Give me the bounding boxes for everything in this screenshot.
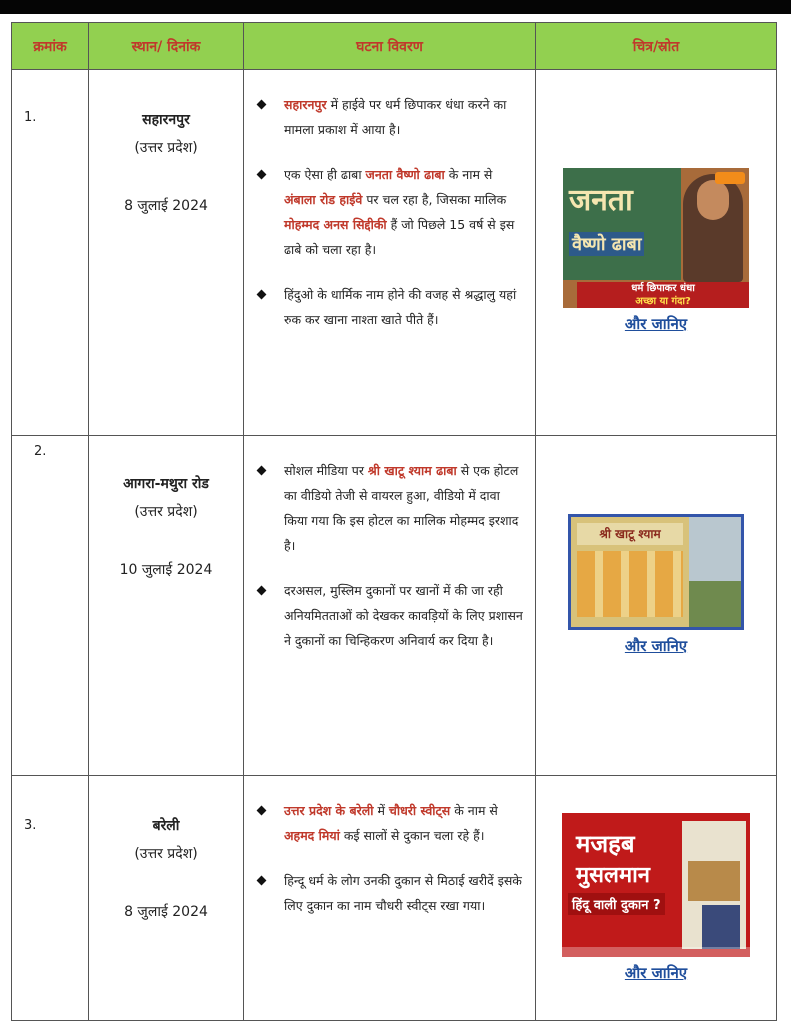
highlight-text: श्री खाटू श्याम ढाबा	[367, 463, 457, 478]
header-serial: क्रमांक	[12, 23, 89, 70]
board-pictures	[577, 551, 683, 617]
detail-text: एक ऐसा ही ढाबा	[284, 167, 366, 182]
city: सहारनपुर	[142, 112, 190, 128]
detail-text: हैं जो पिछले 15 वर्ष से इस ढाबे को चला रहा है।	[284, 217, 515, 257]
diamond-bullet-icon	[257, 466, 267, 476]
detail-text: हिन्दू धर्म के लोग उनकी दुकान से मिठाई खरीदें इसके लिए दुकान का नाम चौधरी स्वीट्स रखा गया।	[284, 873, 522, 913]
thumb-bottom-bar	[562, 947, 750, 957]
thumb-text: मजहब	[576, 830, 635, 858]
detail-text: में	[373, 803, 389, 818]
header-row	[12, 23, 777, 70]
news-thumbnail[interactable]	[563, 168, 749, 308]
detail-bullet	[254, 282, 525, 332]
row-number: 3.	[12, 776, 89, 1021]
thumb-text: हिंदू वाली दुकान ?	[568, 893, 665, 915]
state: (उत्तर प्रदेश)	[134, 504, 198, 520]
table-row	[12, 70, 777, 436]
diamond-bullet-icon	[257, 290, 267, 300]
header-details: घटना विवरण	[244, 23, 536, 70]
detail-bullet	[254, 868, 525, 918]
news-thumbnail[interactable]	[562, 813, 750, 957]
highlight-text: जनता वैष्णो ढाबा	[365, 167, 445, 182]
diamond-bullet-icon	[257, 876, 267, 886]
detail-bullet	[254, 92, 525, 142]
shop-counter	[688, 861, 740, 901]
highlight-text: सहारनपुर	[284, 97, 327, 112]
city: बरेली	[152, 818, 180, 834]
top-black-bar	[0, 0, 791, 14]
source-cell	[536, 776, 777, 1021]
detail-text: हिंदुओ के धार्मिक नाम होने की वजह से श्रद्धालु यहां रुक कर खाना नाश्ता खाते पीते हैं।	[284, 287, 517, 327]
face-shape	[697, 180, 729, 220]
details-cell	[244, 436, 536, 776]
grass-area	[689, 581, 741, 627]
highlight-text: अहमद मियां	[284, 828, 340, 843]
details-cell	[244, 776, 536, 1021]
highlight-text: मोहम्मद अनस सिद्दीकी	[284, 217, 387, 232]
detail-bullet	[254, 798, 525, 848]
state: (उत्तर प्रदेश)	[134, 846, 198, 862]
highlight-text: उत्तर प्रदेश के बरेली	[284, 803, 374, 818]
place-date-cell	[89, 436, 244, 776]
header-place-date: स्थान/ दिनांक	[89, 23, 244, 70]
detail-bullet	[254, 578, 525, 653]
diamond-bullet-icon	[257, 586, 267, 596]
place-date-cell	[89, 70, 244, 436]
thumb-text: जनता	[569, 183, 633, 218]
detail-text: से एक होटल का वीडियो तेजी से वायरल हुआ, वीडियो में दावा किया गया कि इस होटल का मालिक मोहम्मद इरशाद है।	[284, 463, 519, 553]
state: (उत्तर प्रदेश)	[134, 140, 198, 156]
row-number: 1.	[12, 70, 89, 436]
table-row	[12, 436, 777, 776]
detail-text: दरअसल, मुस्लिम दुकानों पर खानों में की जा रही अनियमितताओं को देखकर कावड़ियों के लिए प्रशासन ने दुकानों का चिन्हिकरण अनिवार्य कर दिया है।	[284, 583, 523, 648]
detail-bullet	[254, 458, 525, 558]
know-more-link[interactable]: और जानिए	[624, 315, 688, 333]
detail-text: पर चल रहा है, जिसका मालिक	[362, 192, 507, 207]
detail-text: के नाम से	[444, 167, 493, 182]
date: 8 जुलाई 2024	[124, 904, 208, 920]
dhaba-sign	[563, 168, 681, 280]
date: 8 जुलाई 2024	[124, 198, 208, 214]
diamond-bullet-icon	[257, 806, 267, 816]
diamond-bullet-icon	[257, 100, 267, 110]
news-thumbnail[interactable]	[568, 514, 744, 630]
person-image	[683, 174, 743, 282]
know-more-link[interactable]: और जानिए	[624, 964, 688, 982]
banner-text: धर्म छिपाकर धंधा	[631, 283, 695, 294]
thumb-text: वैष्णो ढाबा	[569, 232, 644, 256]
place-date-cell	[89, 776, 244, 1021]
detail-text: के नाम से	[450, 803, 498, 818]
thumb-banner	[577, 282, 749, 308]
city: आगरा-मथुरा रोड	[123, 476, 209, 492]
thumb-text: श्री खाटू श्याम	[577, 523, 683, 545]
detail-bullet	[254, 162, 525, 262]
source-cell	[536, 436, 777, 776]
diamond-bullet-icon	[257, 170, 267, 180]
incident-table	[11, 22, 777, 1021]
details-cell	[244, 70, 536, 436]
date: 10 जुलाई 2024	[119, 562, 213, 578]
dhaba-board	[571, 517, 689, 627]
table-row	[12, 776, 777, 1021]
banner-subtext: अच्छा या गंदा?	[635, 296, 691, 307]
shop-image	[682, 821, 746, 949]
channel-logo	[715, 172, 745, 184]
shop-person	[702, 905, 740, 949]
row-number: 2.	[12, 436, 89, 776]
sky-area	[689, 517, 741, 581]
detail-text: में हाईवे पर धर्म छिपाकर धंधा करने का मामला प्रकाश में आया है।	[284, 97, 507, 137]
detail-text: कई सालों से दुकान चला रहे हैं।	[339, 828, 485, 843]
highlight-text: चौधरी स्वीट्स	[388, 803, 451, 818]
detail-text: सोशल मीडिया पर	[284, 463, 368, 478]
know-more-link[interactable]: और जानिए	[624, 637, 688, 655]
source-cell	[536, 70, 777, 436]
header-source: चित्र/स्रोत	[536, 23, 777, 70]
highlight-text: अंबाला रोड हाईवे	[284, 192, 363, 207]
thumb-text: मुसलमान	[576, 863, 651, 888]
